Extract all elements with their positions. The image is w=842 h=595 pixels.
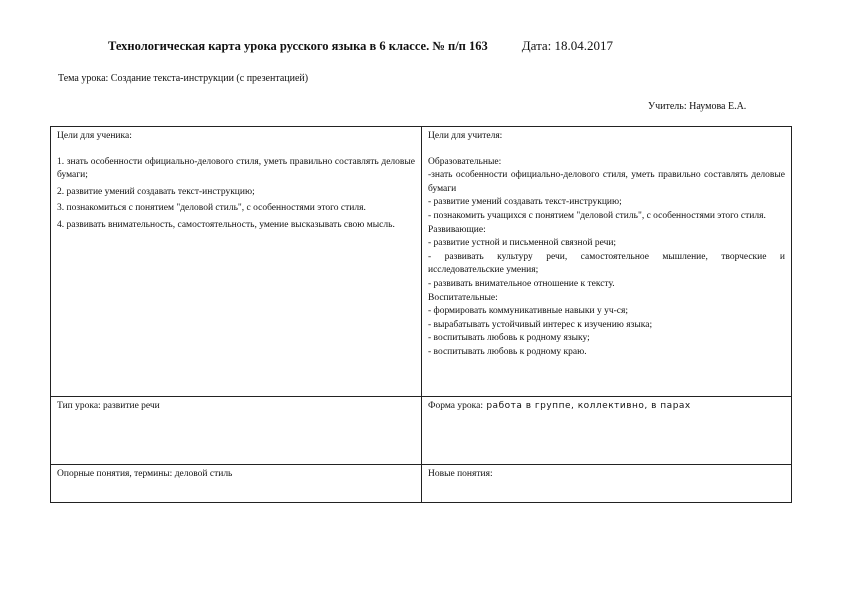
lesson-type-row: [51, 397, 792, 465]
upbringing-heading: Воспитательные:: [428, 292, 498, 303]
key-concepts-cell: [51, 465, 422, 503]
new-concepts-text: Новые понятия:: [428, 469, 493, 479]
student-goal-item: 3. познакомиться с понятием "деловой стиль", с особенностями этого стиля.: [57, 203, 366, 214]
lesson-form-cell: [422, 397, 792, 465]
developing-item: - развивать внимательное отношение к тексту.: [428, 278, 615, 289]
goals-row: [51, 127, 792, 397]
student-goal-item: 2. развитие умений создавать текст-инструкцию;: [57, 186, 255, 197]
upbringing-item: - вырабатывать устойчивый интерес к изучению языка;: [428, 319, 653, 330]
student-goals-cell: [51, 127, 422, 397]
lesson-type-cell: [51, 397, 422, 465]
developing-item: - развивать культуру речи, самостоятельное мышление, творческие и исследовательские умения;: [428, 251, 785, 276]
heading-date: Дата: 18.04.2017: [521, 38, 614, 53]
key-concepts-text: Опорные понятия, термины: деловой стиль: [57, 469, 233, 479]
educational-heading: Образовательные:: [428, 156, 502, 167]
teacher-name: Учитель: Наумова Е.А.: [648, 101, 747, 112]
student-goal-item: 1. знать особенности официально-делового стиля, уметь правильно составлять деловые бумаги;: [57, 156, 415, 181]
upbringing-item: - воспитывать любовь к родному языку;: [428, 333, 590, 344]
upbringing-item: - формировать коммуникативные навыки у уч-ся;: [428, 306, 628, 317]
document-heading: [108, 38, 613, 54]
heading-title: Технологическая карта урока русского языка в 6 классе. № п/п 163: [108, 39, 488, 53]
student-goal-item: 4. развивать внимательность, самостоятельность, умение высказывать свою мысль.: [57, 219, 395, 230]
lesson-form-label: Форма урока:: [428, 401, 483, 411]
teacher-goals-title: Цели для учителя:: [428, 131, 503, 141]
lesson-form-value: работа в группе, коллективно, в парах: [482, 401, 691, 411]
concepts-row: [51, 465, 792, 503]
lesson-topic: Тема урока: Создание текста-инструкции (с презентацией): [58, 73, 309, 84]
new-concepts-cell: [422, 465, 792, 503]
lesson-card-table: [50, 126, 792, 503]
developing-heading: Развивающие:: [428, 224, 486, 235]
upbringing-item: - воспитывать любовь к родному краю.: [428, 346, 587, 357]
educational-item: - развитие умений создавать текст-инструкцию;: [428, 197, 622, 208]
educational-item: - познакомить учащихся с понятием "деловой стиль", с особенностями этого стиля.: [428, 210, 766, 221]
lesson-type-text: Тип урока: развитие речи: [57, 401, 160, 411]
educational-item: -знать особенности официально-делового стиля, уметь правильно составлять деловые бумаги: [428, 170, 785, 194]
teacher-goals-cell: [422, 127, 792, 397]
developing-item: - развитие устной и письменной связной речи;: [428, 238, 617, 249]
student-goals-title: Цели для ученика:: [57, 131, 132, 141]
